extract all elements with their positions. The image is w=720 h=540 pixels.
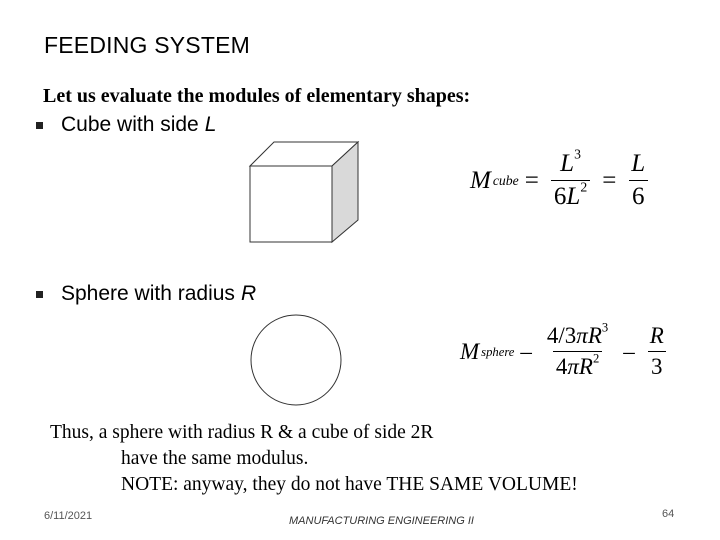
fraction-denominator-exponent: 2 bbox=[592, 351, 600, 366]
fraction-numerator-base: L bbox=[560, 150, 575, 177]
formula-cube-fraction-2 bbox=[628, 150, 648, 211]
sphere-drawing bbox=[246, 312, 346, 412]
fraction-numerator-exponent: 3 bbox=[601, 320, 609, 335]
formula-sphere-equals-2: – bbox=[623, 338, 635, 364]
formula-cube-equals-1: = bbox=[524, 166, 539, 194]
formula-sphere-m: M bbox=[460, 338, 480, 364]
bullet-marker bbox=[36, 291, 43, 298]
conclusion-line-3: NOTE: anyway, they do not have THE SAME VOLUME! bbox=[121, 474, 578, 495]
formula-cube-equals-2: = bbox=[602, 166, 617, 194]
fraction-denominator-base: R bbox=[578, 354, 593, 379]
conclusion-text bbox=[50, 420, 578, 498]
bullet-cube bbox=[36, 113, 216, 137]
bullet-cube-variable: L bbox=[204, 113, 217, 136]
bullet-sphere-variable: R bbox=[240, 282, 257, 305]
fraction-numerator-exponent: 3 bbox=[574, 146, 581, 162]
fraction-denominator-coefficient: 6 bbox=[553, 183, 567, 210]
bullet-marker bbox=[36, 122, 43, 129]
cube-drawing bbox=[246, 138, 366, 248]
formula-sphere-fraction-1 bbox=[544, 320, 611, 380]
fraction-denominator-base: L bbox=[566, 183, 581, 210]
pi-symbol: π bbox=[576, 323, 588, 348]
formula-cube-m: M bbox=[470, 166, 491, 194]
formula-cube-fraction-1 bbox=[551, 146, 590, 211]
footer-page-number: 64 bbox=[662, 508, 675, 520]
pi-symbol: π bbox=[567, 354, 579, 379]
bullet-cube-text: Cube with side bbox=[61, 113, 199, 136]
formula-sphere: M sphere – $\frac{4/3\pi R^3}{4\pi R^2}$ – $\frac{R}{3}$ bbox=[460, 323, 673, 380]
slide-title: FEEDING SYSTEM bbox=[44, 32, 250, 58]
cube-front-face bbox=[250, 166, 332, 242]
footer-course: MANUFACTURING ENGINEERING II bbox=[289, 515, 474, 527]
fraction-denominator: 3 bbox=[648, 351, 666, 380]
formula-sphere-equals-1: – bbox=[520, 338, 532, 364]
formula-sphere-fraction-2 bbox=[647, 323, 667, 380]
conclusion-line-2: have the same modulus. bbox=[121, 448, 309, 469]
fraction-numerator: L bbox=[631, 150, 646, 177]
fraction-numerator-prefix: 4/3 bbox=[546, 323, 577, 348]
footer-date: 6/11/2021 bbox=[44, 510, 93, 522]
fraction-numerator-base: R bbox=[587, 323, 602, 348]
conclusion-line-1: Thus, a sphere with radius R & a cube of side 2R bbox=[50, 422, 434, 443]
slide-subtitle: Let us evaluate the modules of elementary shapes: bbox=[43, 85, 471, 107]
fraction-denominator: 6 bbox=[629, 180, 648, 211]
bullet-sphere-text: Sphere with radius bbox=[61, 282, 235, 305]
formula-cube: M cube = $\frac{L^3}{6L^2}$ = $\frac{L}{6}$ bbox=[470, 150, 654, 211]
fraction-denominator-exponent: 2 bbox=[580, 179, 588, 195]
fraction-denominator-coefficient: 4 bbox=[555, 354, 568, 379]
bullet-sphere bbox=[36, 282, 256, 306]
sphere-circle bbox=[251, 315, 341, 405]
fraction-numerator: R bbox=[649, 323, 664, 348]
